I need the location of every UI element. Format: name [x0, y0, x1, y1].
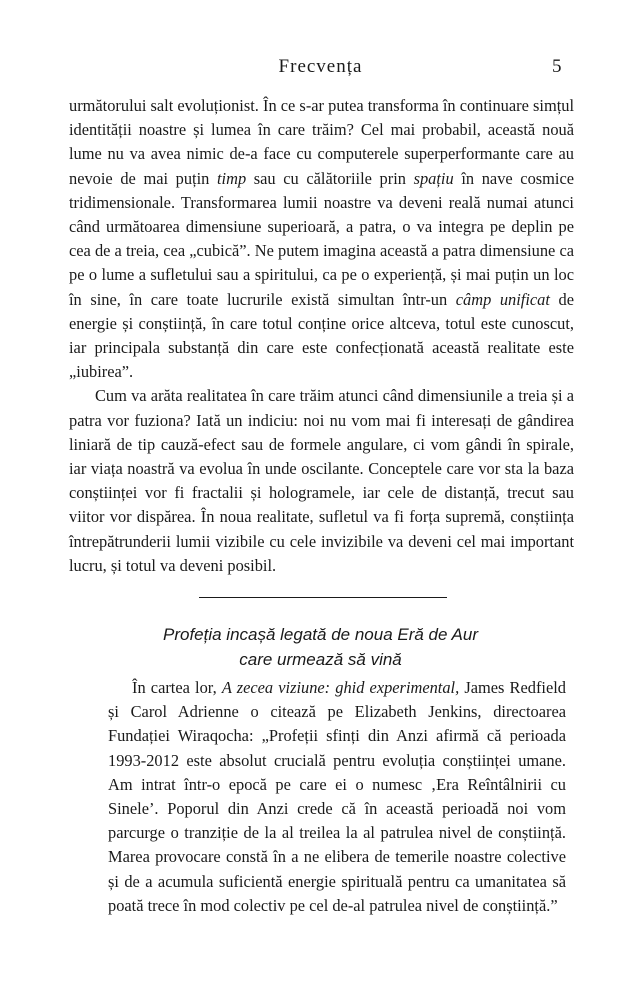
section-heading-line-1: Profeția incașă legată de noua Eră de Aur	[162, 625, 479, 644]
paragraph-1-part-b: sau cu călătoriile prin	[246, 168, 414, 188]
page-number: 5	[552, 56, 562, 77]
emphasis-timp: timp	[217, 168, 247, 188]
paragraph-1	[69, 94, 574, 384]
quote-part-a: În cartea lor,	[132, 678, 222, 697]
paragraph-2: Cum va arăta realitatea în care trăim atunci când dimensiunile a treia și a patra vor fuziona? Iată un indiciu: noi nu vom mai fi interesați de gândirea liniară de tip cauză-efect sau de formele angulare, ci vom gândi în spirale, iar viața noastră va evolua în unde oscilante. Conceptele care vor sta la baza conștiinței vor fi fractalii și hologramele, iar cele de distanță, trecut sau viitor vor dispărea. În noua realitate, sufletul va fi forța supremă, conștiința întrepătrunderii lumii vizibile cu cele invizibile va deveni cel mai important lucru, și totul va deveni posibil.	[69, 386, 574, 575]
paragraph-1-part-a: următorului salt evoluționist. În ce s-ar putea transforma în continuare simțul identității noastre și lumea în care trăim? Cel mai probabil, această nouă lume nu va avea nimic de-a face cu computerele superperformante care au nevoie de mai puțin	[69, 96, 574, 188]
section-heading-line-2: care urmează să vină	[239, 650, 402, 669]
section-heading	[0, 622, 641, 672]
paragraph-1-part-d: de energie și conștiință, în care totul conține orice altceva, totul este cunoscut, iar principala substanță din care este confecționată această realitate este „iubirea”.	[69, 289, 574, 382]
section-divider	[199, 597, 447, 598]
quote-part-b: James Redfield și Carol Adrienne o citează pe Elizabeth Jenkins, directoarea Fundației Wiraqocha: „Profeții sfinți din Anzi afirmă că perioada 1993-2012 este absolut crucială pentru evoluția conștiinței umane. Am intrat într-o epocă pe care ei o numesc ‚Era Reîntâlnirii cu Sinele’. Poporul din Anzi crede că în această perioadă noi vom parcurge o tranziție de la al treilea la al patrulea nivel de conștiință. Marea provocare constă în a ne elibera de temerile noastre colective și de a acumula suficientă energie spirituală pentru ca umanitatea să poată trece în mod colectiv pe cel de-al patrulea nivel de conștiință.”	[108, 678, 566, 915]
book-title: A zecea viziune: ghid experimental,	[221, 678, 460, 697]
quote-paragraph	[108, 676, 566, 918]
body-text	[69, 94, 574, 578]
emphasis-spatiu: spațiu	[413, 168, 454, 188]
quote-text	[108, 676, 566, 918]
emphasis-camp-unificat: câmp unificat	[455, 289, 550, 309]
paragraph-1-part-c: în nave cosmice tridimensionale. Transformarea lumii noastre va deveni reală numai atunci când următoarea dimensiune superioară, a patra, o va integra pe deplin pe cea de a treia, cea „cubică”. Ne putem imagina această a patra dimensiune ca pe o lume a sufletului sau a spiritului, ca pe o experiență, și mai puțin un loc în sine, în care toate lucrurile există simultan într-un	[69, 168, 575, 309]
running-title: Frecvența	[278, 56, 363, 77]
